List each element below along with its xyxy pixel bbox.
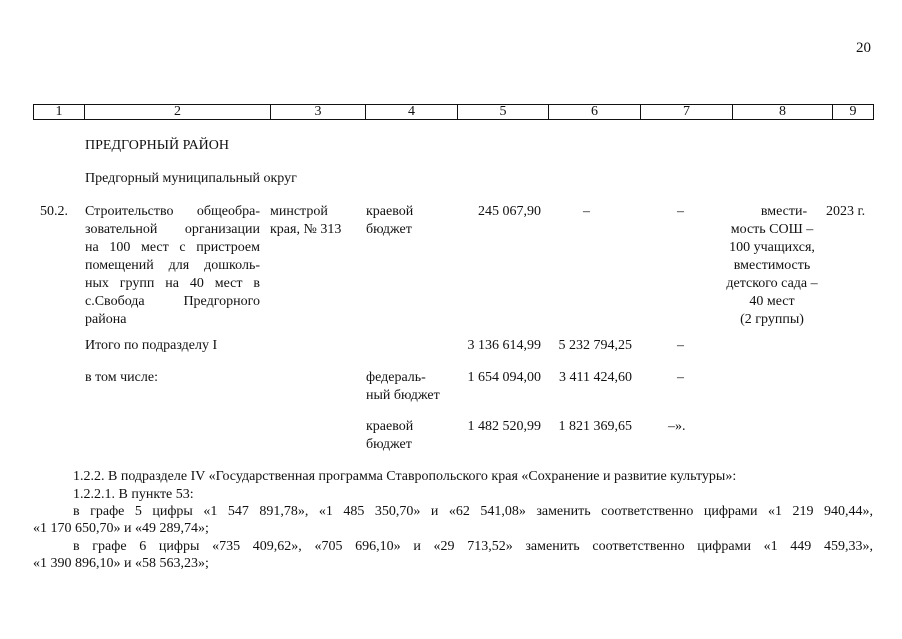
paragraph-line: «1 390 896,10» и «58 563,23»; bbox=[33, 556, 209, 571]
regional-source-line: краевой bbox=[366, 419, 414, 434]
total-col7: – bbox=[677, 338, 684, 353]
customer-line: минстрой bbox=[270, 204, 328, 219]
object-name-line: Строительство общеобра- bbox=[85, 204, 260, 219]
col-number-cell: 6 bbox=[549, 105, 641, 120]
row-number: 50.2. bbox=[40, 204, 68, 219]
customer bbox=[270, 203, 360, 239]
customer-line: края, № 313 bbox=[270, 222, 342, 237]
object-name-line: зовательной организации bbox=[85, 222, 260, 237]
object-name-line: на 100 мест с пристроем bbox=[85, 240, 260, 255]
federal-col7: – bbox=[677, 370, 684, 385]
paragraph-1-2-2-1 bbox=[33, 486, 873, 503]
col-number-cell: 7 bbox=[641, 105, 733, 120]
regional-col5: 1 482 520,99 bbox=[467, 419, 541, 434]
okrug-heading: Предгорный муниципальный округ bbox=[85, 171, 297, 186]
col7-value: – bbox=[677, 204, 684, 219]
col-number-cell: 8 bbox=[733, 105, 833, 120]
paragraph-col6-change bbox=[33, 538, 873, 572]
regional-source bbox=[366, 418, 451, 454]
capacity-result-line: детского сада – bbox=[726, 276, 818, 291]
regional-col6: 1 821 369,65 bbox=[558, 419, 632, 434]
paragraph-line: в графе 6 цифры «735 409,62», «705 696,10» и «29 713,52» заменить соответственно цифрами «1 449 459,33», bbox=[73, 539, 873, 554]
col-number-cell: 1 bbox=[34, 105, 85, 120]
col-number-cell: 2 bbox=[85, 105, 271, 120]
capacity-result-line: (2 группы) bbox=[740, 312, 804, 327]
object-name-line: района bbox=[85, 312, 127, 327]
paragraph-text: 1.2.2.1. В пункте 53: bbox=[73, 487, 194, 502]
paragraph-1-2-2 bbox=[33, 468, 873, 485]
paragraph-text: 1.2.2. В подразделе IV «Государственная программа Ставропольского края «Сохранение и развитие культуры»: bbox=[73, 469, 737, 484]
column-number-row bbox=[33, 104, 874, 120]
page-number: 20 bbox=[856, 40, 871, 56]
object-name-line: помещений для дошколь- bbox=[85, 258, 260, 273]
including-label: в том числе: bbox=[85, 370, 158, 385]
col-number-cell: 4 bbox=[366, 105, 458, 120]
paragraph-col5-change bbox=[33, 503, 873, 537]
col6-value: – bbox=[583, 204, 590, 219]
federal-col6: 3 411 424,60 bbox=[559, 370, 632, 385]
regional-source-line: бюджет bbox=[366, 437, 412, 452]
capacity-result bbox=[716, 203, 828, 329]
col-number-cell: 5 bbox=[458, 105, 549, 120]
total-col6: 5 232 794,25 bbox=[558, 338, 632, 353]
object-name bbox=[85, 203, 260, 329]
total-col5: 3 136 614,99 bbox=[467, 338, 541, 353]
regional-col7: –». bbox=[668, 419, 686, 434]
federal-col5: 1 654 094,00 bbox=[467, 370, 541, 385]
capacity-result-line: 40 мест bbox=[749, 294, 795, 309]
capacity-result-line: 100 учащихся, bbox=[729, 240, 815, 255]
paragraph-line: в графе 5 цифры «1 547 891,78», «1 485 350,70» и «62 541,08» заменить соответственно цифрами «1 219 940,44», bbox=[73, 504, 873, 519]
year-value: 2023 г. bbox=[826, 204, 866, 219]
funding-source-line: бюджет bbox=[366, 222, 412, 237]
col-number-cell: 9 bbox=[833, 105, 874, 120]
capacity-result-line: вмести- bbox=[760, 204, 808, 219]
capacity-result-line: вместимость bbox=[733, 258, 811, 273]
federal-source bbox=[366, 369, 451, 405]
object-name-line: с.Свобода Предгорного bbox=[85, 294, 260, 309]
federal-source-line: федераль- bbox=[366, 370, 426, 385]
funding-source-line: краевой bbox=[366, 204, 414, 219]
paragraph-line: «1 170 650,70» и «49 289,74»; bbox=[33, 521, 209, 536]
col5-value: 245 067,90 bbox=[478, 204, 541, 219]
funding-source bbox=[366, 203, 451, 239]
federal-source-line: ный бюджет bbox=[366, 388, 440, 403]
district-heading: ПРЕДГОРНЫЙ РАЙОН bbox=[85, 138, 230, 153]
total-label: Итого по подразделу I bbox=[85, 338, 218, 353]
object-name-line: ных групп на 40 мест в bbox=[85, 276, 260, 291]
capacity-result-line: мость СОШ – bbox=[730, 222, 814, 237]
col-number-cell: 3 bbox=[271, 105, 366, 120]
